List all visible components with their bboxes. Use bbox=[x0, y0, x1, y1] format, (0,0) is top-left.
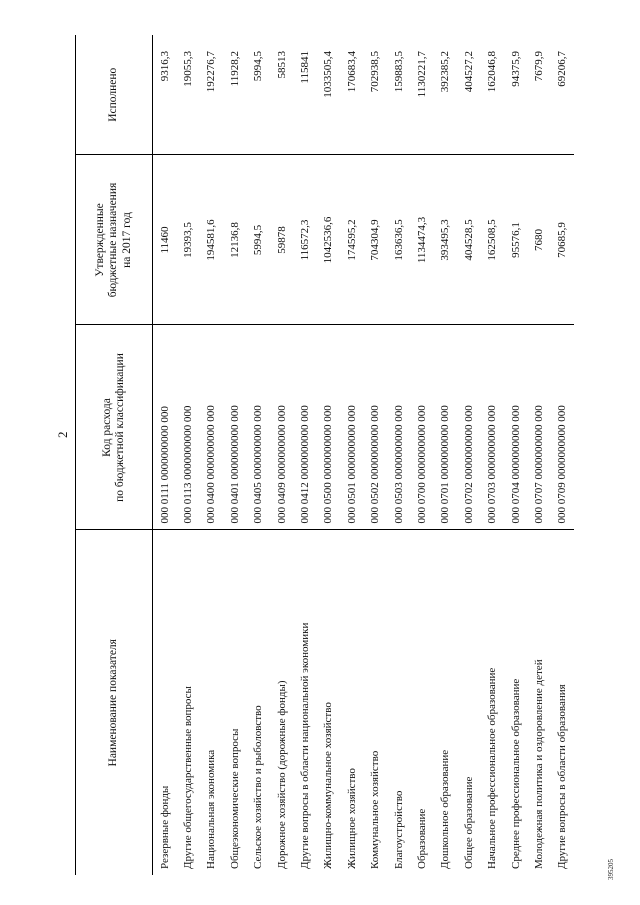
row-code: 000 0702 0000000000 000 bbox=[457, 325, 480, 530]
row-executed: 392385,2 bbox=[434, 35, 457, 155]
row-name: Дорожное хозяйство (дорожные фонды) bbox=[275, 680, 288, 869]
header-approved-line2: бюджетные назначения bbox=[107, 182, 120, 298]
table-row bbox=[527, 35, 550, 875]
row-executed: 1130221,7 bbox=[410, 35, 433, 155]
footer-code: 395205 bbox=[607, 859, 615, 880]
row-executed: 58513 bbox=[270, 35, 293, 155]
row-code: 000 0401 0000000000 000 bbox=[223, 325, 246, 530]
row-executed: 702938,5 bbox=[364, 35, 387, 155]
row-code: 000 0707 0000000000 000 bbox=[527, 325, 550, 530]
table-row bbox=[200, 35, 223, 875]
table-row bbox=[153, 35, 177, 875]
header-approved-line1: Утвержденные bbox=[94, 203, 107, 277]
row-executed: 11928,2 bbox=[223, 35, 246, 155]
row-executed: 5994,5 bbox=[247, 35, 270, 155]
row-executed: 94375,9 bbox=[504, 35, 527, 155]
row-approved: 162508,5 bbox=[480, 155, 503, 325]
row-name: Жилищное хозяйство bbox=[345, 768, 358, 869]
row-code: 000 0709 0000000000 000 bbox=[551, 325, 574, 530]
row-code: 000 0400 0000000000 000 bbox=[200, 325, 223, 530]
row-approved: 174595,2 bbox=[340, 155, 363, 325]
row-name: Общее образование bbox=[462, 776, 475, 869]
row-approved: 95576,1 bbox=[504, 155, 527, 325]
table-row bbox=[270, 35, 293, 875]
row-name: Сельское хозяйство и рыболовство bbox=[252, 705, 265, 869]
header-executed bbox=[76, 35, 153, 155]
header-code-line2: по бюджетной классификации bbox=[114, 353, 126, 502]
header-code bbox=[76, 325, 153, 530]
row-name: Начальное профессиональное образование bbox=[486, 667, 499, 869]
budget-table bbox=[75, 35, 574, 875]
row-approved: 194581,6 bbox=[200, 155, 223, 325]
row-executed: 69206,7 bbox=[551, 35, 574, 155]
table-row bbox=[340, 35, 363, 875]
row-executed: 115841 bbox=[293, 35, 316, 155]
table-row bbox=[457, 35, 480, 875]
row-name: Образование bbox=[415, 808, 428, 869]
row-name: Другие вопросы в области образования bbox=[556, 684, 569, 869]
row-code: 000 0405 0000000000 000 bbox=[247, 325, 270, 530]
table-row bbox=[551, 35, 574, 875]
table-row bbox=[293, 35, 316, 875]
row-code: 000 0500 0000000000 000 bbox=[317, 325, 340, 530]
row-name: Другие общегосударственные вопросы bbox=[182, 686, 195, 869]
row-approved: 1042536,6 bbox=[317, 155, 340, 325]
page-number: 2 bbox=[55, 431, 70, 438]
row-executed: 1033505,4 bbox=[317, 35, 340, 155]
table-header-row bbox=[76, 35, 153, 875]
row-approved: 404528,5 bbox=[457, 155, 480, 325]
row-executed: 192276,7 bbox=[200, 35, 223, 155]
row-executed: 162046,8 bbox=[480, 35, 503, 155]
row-executed: 9316,3 bbox=[153, 35, 177, 155]
row-approved: 393495,3 bbox=[434, 155, 457, 325]
row-name: Молодежная политика и оздоровление детей bbox=[532, 659, 545, 869]
row-code: 000 0113 0000000000 000 bbox=[176, 325, 199, 530]
header-approved bbox=[76, 155, 153, 325]
row-approved: 1134474,3 bbox=[410, 155, 433, 325]
row-executed: 159883,5 bbox=[387, 35, 410, 155]
row-code: 000 0701 0000000000 000 bbox=[434, 325, 457, 530]
row-approved: 7680 bbox=[527, 155, 550, 325]
table-row bbox=[223, 35, 246, 875]
table-row bbox=[364, 35, 387, 875]
table-row bbox=[434, 35, 457, 875]
row-executed: 7679,9 bbox=[527, 35, 550, 155]
row-name: Другие вопросы в области национальной экономики bbox=[299, 622, 312, 869]
row-code: 000 0703 0000000000 000 bbox=[480, 325, 503, 530]
row-executed: 404527,2 bbox=[457, 35, 480, 155]
row-code: 000 0503 0000000000 000 bbox=[387, 325, 410, 530]
header-name-label: Наименование показателя bbox=[107, 639, 120, 767]
header-code-line1: Код расхода bbox=[100, 398, 113, 457]
row-code: 000 0700 0000000000 000 bbox=[410, 325, 433, 530]
row-approved: 163636,5 bbox=[387, 155, 410, 325]
table-body bbox=[153, 35, 575, 875]
row-approved: 19393,5 bbox=[176, 155, 199, 325]
row-approved: 11460 bbox=[153, 155, 177, 325]
row-name: Среднее профессиональное образование bbox=[509, 678, 522, 869]
table-row bbox=[317, 35, 340, 875]
row-code: 000 0409 0000000000 000 bbox=[270, 325, 293, 530]
rotated-table-container bbox=[75, 35, 569, 875]
row-code: 000 0502 0000000000 000 bbox=[364, 325, 387, 530]
header-approved-line3: на 2017 год bbox=[120, 212, 133, 268]
row-name: Общеэкономические вопросы bbox=[228, 728, 241, 869]
row-name: Резервные фонды bbox=[158, 785, 171, 869]
row-approved: 5994,5 bbox=[247, 155, 270, 325]
row-executed: 170683,4 bbox=[340, 35, 363, 155]
header-name bbox=[76, 530, 153, 875]
row-executed: 19055,3 bbox=[176, 35, 199, 155]
row-approved: 116572,3 bbox=[293, 155, 316, 325]
row-name: Жилищно-коммунальное хозяйство bbox=[322, 702, 335, 869]
row-approved: 59878 bbox=[270, 155, 293, 325]
table-row bbox=[504, 35, 527, 875]
table-row bbox=[387, 35, 410, 875]
row-approved: 12136,8 bbox=[223, 155, 246, 325]
row-code: 000 0501 0000000000 000 bbox=[340, 325, 363, 530]
row-name: Национальная экономика bbox=[205, 749, 218, 869]
row-name: Дошкольное образование bbox=[439, 749, 452, 869]
table-row bbox=[247, 35, 270, 875]
row-approved: 70685,9 bbox=[551, 155, 574, 325]
row-approved: 704304,9 bbox=[364, 155, 387, 325]
row-name: Благоустройство bbox=[392, 790, 405, 869]
header-executed-label: Исполнено bbox=[107, 67, 120, 122]
row-name: Коммунальное хозяйство bbox=[369, 750, 382, 869]
row-code: 000 0704 0000000000 000 bbox=[504, 325, 527, 530]
row-code: 000 0412 0000000000 000 bbox=[293, 325, 316, 530]
table-row bbox=[410, 35, 433, 875]
row-code: 000 0111 0000000000 000 bbox=[153, 325, 177, 530]
table-row bbox=[176, 35, 199, 875]
table-row bbox=[480, 35, 503, 875]
